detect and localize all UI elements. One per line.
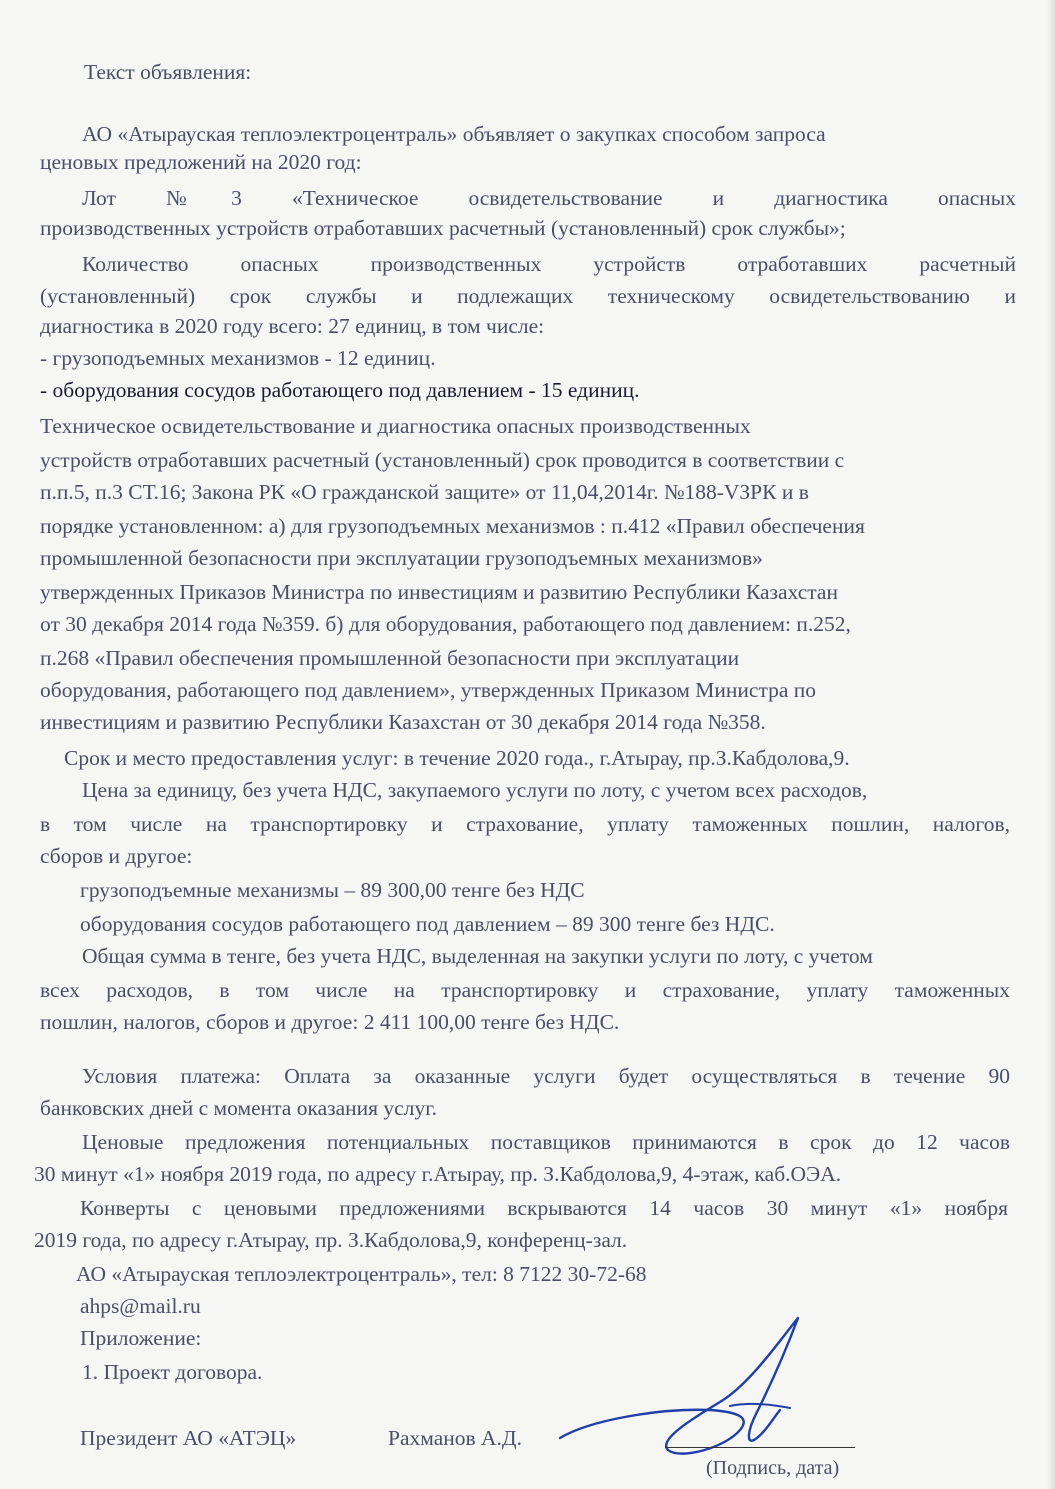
price-line-3: сборов и другое: [40, 844, 193, 868]
legal-line-3: п.п.5, п.3 СТ.16; Закона РК «О гражданской защите» от 11,04,2014г. №188-VЗРК и в [40, 480, 809, 504]
signature-caption: (Подпись, дата) [706, 1457, 840, 1479]
legal-line-1: Техническое освидетельствование и диагностика опасных производственных [40, 414, 751, 438]
signer-name: Рахманов А.Д. [388, 1426, 522, 1450]
legal-line-4: порядке установленном: а) для грузоподъемных механизмов : п.412 «Правил обеспечения [40, 514, 865, 538]
price-line-1: Цена за единицу, без учета НДС, закупаемого услуги по лоту, с учетом всех расходов, [82, 778, 868, 802]
offers-line-2: 30 минут «1» ноября 2019 года, по адресу г.Атырау, пр. З.Кабдолова,9, 4-этаж, каб.ОЭА. [34, 1162, 842, 1186]
quantity-line-3: диагностика в 2020 году всего: 27 единиц, в том числе: [40, 314, 545, 338]
total-line-3: пошлин, налогов, сборов и другое: 2 411 100,00 тенге без НДС. [40, 1010, 620, 1034]
legal-line-8: п.268 «Правил обеспечения промышленной безопасности при эксплуатации [40, 646, 740, 670]
document-header: Текст объявления: [84, 60, 252, 84]
contact-line: АО «Атырауская теплоэлектроцентраль», тел: 8 7122 30-72-68 [76, 1262, 647, 1286]
legal-line-10: инвестициям и развитию Республики Казахстан от 30 декабря 2014 года №358. [40, 710, 766, 734]
email-line[interactable]: ahps@mail.ru [80, 1294, 201, 1318]
payment-line-1: Условия платежа: Оплата за оказанные услуги будет осуществляться в течение 90 [82, 1064, 1010, 1088]
legal-line-6: утвержденных Приказов Министра по инвестициям и развитию Республики Казахстан [40, 580, 838, 604]
total-line-1: Общая сумма в тенге, без учета НДС, выделенная на закупки услуги по лоту, с учетом [82, 944, 873, 968]
payment-line-2: банковских дней с момента оказания услуг. [40, 1096, 437, 1120]
service-term-line: Срок и место предоставления услуг: в течение 2020 года., г.Атырау, пр.З.Кабдолова,9. [64, 746, 850, 770]
price-line-2: в том числе на транспортировку и страхование, уплату таможенных пошлин, налогов, [40, 812, 1010, 836]
signature-line [665, 1447, 855, 1448]
quantity-line-4: - грузоподъемных механизмов - 12 единиц. [40, 346, 436, 370]
opening-line-1: Конверты с ценовыми предложениями вскрываются 14 часов 30 минут «1» ноября [80, 1196, 1008, 1220]
intro-line-2: ценовых предложений на 2020 год: [40, 150, 362, 174]
quantity-line-1: Количество опасных производственных устройств отработавших расчетный [82, 252, 1016, 276]
legal-line-5: промышленной безопасности при эксплуатации грузоподъемных механизмов» [40, 546, 763, 570]
lot-line-2: производственных устройств отработавших расчетный (установленный) срок службы»; [40, 216, 846, 240]
lot-line-1: Лот №3 «Техническое освидетельствование и диагностика опасных [82, 186, 1016, 210]
legal-line-9: оборудования, работающего под давлением», утвержденных Приказом Министра по [40, 678, 817, 702]
opening-line-2: 2019 года, по адресу г.Атырау, пр. З.Кабдолова,9, конференц-зал. [34, 1228, 628, 1252]
legal-line-7: от 30 декабря 2014 года №359. б) для оборудования, работающего под давлением: п.252, [40, 612, 851, 636]
intro-line-1: АО «Атырауская теплоэлектроцентраль» объявляет о закупках способом запроса [82, 122, 826, 146]
quantity-line-2: (установленный) срок службы и подлежащих техническому освидетельствованию и [40, 284, 1016, 308]
offers-line-1: Ценовые предложения потенциальных поставщиков принимаются в срок до 12 часов [82, 1130, 1010, 1154]
legal-line-2: устройств отработавших расчетный (установленный) срок проводится в соответствии с [40, 448, 845, 472]
attachment-label: Приложение: [80, 1326, 202, 1350]
page-edge-shadow [1047, 0, 1055, 1489]
quantity-line-5: - оборудования сосудов работающего под давлением - 15 единиц. [40, 378, 640, 402]
total-line-2: всех расходов, в том числе на транспортировку и страхование, уплату таможенных [40, 978, 1010, 1002]
price-line-5: оборудования сосудов работающего под давлением – 89 300 тенге без НДС. [80, 912, 775, 936]
price-line-4: грузоподъемные механизмы – 89 300,00 тенге без НДС [80, 878, 585, 902]
attachment-item: 1. Проект договора. [82, 1360, 263, 1384]
signer-title: Президент АО «АТЭЦ» [80, 1426, 297, 1450]
